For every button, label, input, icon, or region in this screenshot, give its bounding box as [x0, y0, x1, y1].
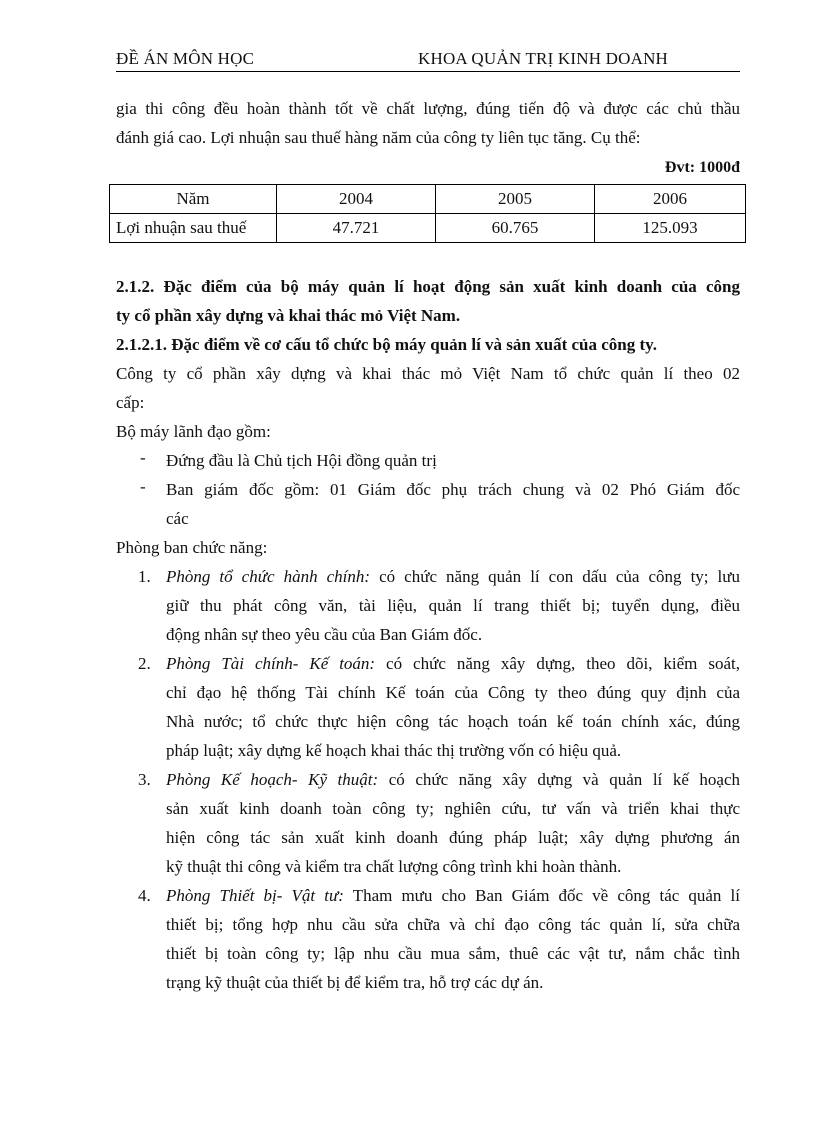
table-cell: Năm: [110, 185, 277, 214]
table-cell: 2004: [277, 185, 436, 214]
table-cell: Lợi nhuận sau thuế: [110, 214, 277, 243]
department-2-text: có chức năng xây dựng, theo dõi, kiểm soát,: [375, 654, 740, 673]
table-cell: 60.765: [436, 214, 595, 243]
department-4-line-1: [166, 881, 740, 910]
department-2-line-1: [166, 649, 740, 678]
department-2-name: Phòng Tài chính- Kế toán:: [166, 654, 376, 673]
department-1-line-2: giữ thu phát công văn, tài liệu, quản lí trang thiết bị; tuyển dụng, điều: [166, 596, 740, 615]
department-1-text: có chức năng quản lí con dấu của công ty; lưu: [370, 567, 740, 586]
unit-label: Đvt: 1000đ: [664, 159, 740, 176]
department-3-line-2: sản xuất kinh doanh toàn công ty; nghiên cứu, tư vấn và triển khai thực: [166, 799, 740, 818]
table-header-row: [110, 185, 746, 214]
table-cell: 125.093: [595, 214, 746, 243]
header-faculty-name: KHOA QUẢN TRỊ KINH DOANH: [418, 49, 669, 68]
list-item-number: 4.: [138, 886, 151, 905]
department-4-line-2: thiết bị; tổng hợp nhu cầu sửa chữa và chỉ đạo công tác quản lí, sửa chữa: [166, 915, 740, 934]
org-line-1: Công ty cổ phần xây dựng và khai thác mỏ Việt Nam tổ chức quản lí theo 02: [116, 364, 740, 383]
leadership-item-2-line-1: Ban giám đốc gồm: 01 Giám đốc phụ trách chung và 02 Phó Giám đốc: [166, 480, 740, 499]
list-item-number: 3.: [138, 770, 151, 789]
section-heading-2-1-2-line-2: ty cổ phần xây dựng và khai thác mỏ Việt Nam.: [116, 306, 461, 325]
list-item-number: 1.: [138, 567, 151, 586]
table-cell: 2005: [436, 185, 595, 214]
department-3-name: Phòng Kế hoạch- Kỹ thuật:: [166, 770, 379, 789]
departments-title: Phòng ban chức năng:: [116, 538, 268, 557]
department-2-line-2: chỉ đạo hệ thống Tài chính Kế toán của Công ty theo đúng quy định của: [166, 683, 740, 702]
list-item-number: 2.: [138, 654, 151, 673]
department-4-text: Tham mưu cho Ban Giám đốc về công tác quản lí: [343, 886, 740, 905]
department-4-name: Phòng Thiết bị- Vật tư:: [166, 886, 344, 905]
bullet-mark: -: [140, 448, 146, 467]
page-header: [116, 49, 740, 72]
intro-line-1: gia thi công đều hoàn thành tốt về chất lượng, đúng tiến độ và được các chủ thầu: [116, 99, 740, 118]
department-1-line-1: [166, 562, 740, 591]
department-2-line-4: pháp luật; xây dựng kế hoạch khai thác thị trường vốn có hiệu quả.: [166, 741, 622, 760]
table-cell: 47.721: [277, 214, 436, 243]
department-4-line-4: trạng kỹ thuật của thiết bị để kiểm tra, hỗ trợ các dự án.: [166, 973, 544, 992]
department-1-name: Phòng tổ chức hành chính:: [166, 567, 371, 586]
header-course-title: ĐỀ ÁN MÔN HỌC: [116, 49, 255, 68]
department-3-line-4: kỹ thuật thi công và kiểm tra chất lượng công trình khi hoàn thành.: [166, 857, 622, 876]
intro-line-2: đánh giá cao. Lợi nhuận sau thuế hàng năm của công ty liên tục tăng. Cụ thể:: [116, 128, 641, 147]
table-cell: 2006: [595, 185, 746, 214]
bullet-mark: -: [140, 477, 146, 496]
leadership-item-2-line-2: các: [166, 509, 189, 528]
leadership-title: Bộ máy lãnh đạo gồm:: [116, 422, 271, 441]
org-line-2: cấp:: [116, 393, 145, 412]
table-row: [110, 214, 746, 243]
section-heading-2-1-2-line-1: 2.1.2. Đặc điểm của bộ máy quản lí hoạt động sản xuất kinh doanh của công: [116, 277, 740, 296]
department-3-text: có chức năng xây dựng và quản lí kế hoạch: [378, 770, 741, 789]
department-2-line-3: Nhà nước; tổ chức thực hiện công tác hoạch toán kế toán chính xác, đúng: [166, 712, 740, 731]
leadership-item-1: Đứng đầu là Chủ tịch Hội đồng quản trị: [166, 451, 437, 470]
department-4-line-3: thiết bị toàn công ty; lập nhu cầu mua sắm, thuê các vật tư, nắm chắc tình: [166, 944, 740, 963]
department-1-line-3: động nhân sự theo yêu cầu của Ban Giám đốc.: [166, 625, 483, 644]
department-3-line-1: [166, 765, 740, 794]
section-heading-2-1-2-1: 2.1.2.1. Đặc điểm về cơ cấu tổ chức bộ máy quản lí và sản xuất của công ty.: [116, 335, 657, 354]
profit-table: [109, 184, 746, 243]
department-3-line-3: hiện công tác sản xuất kinh doanh đúng pháp luật; xây dựng phương án: [166, 828, 740, 847]
